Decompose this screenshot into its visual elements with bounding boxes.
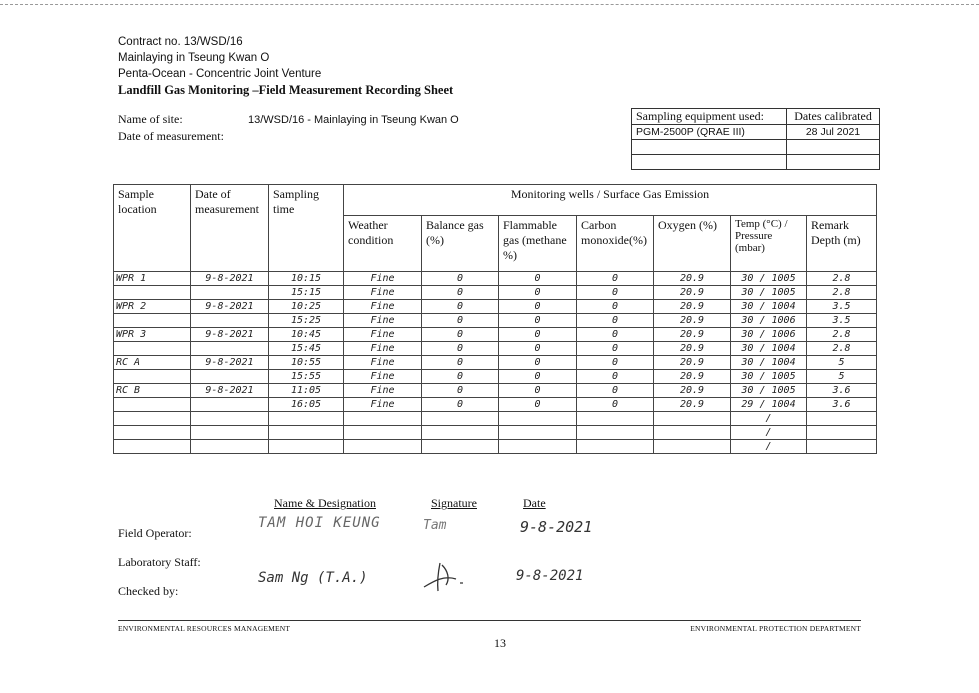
remark-depth-cell: 3.5: [807, 314, 877, 328]
carbon-monoxide-cell: 0: [577, 370, 654, 384]
equipment-table: [631, 108, 880, 170]
carbon-monoxide-cell: 0: [577, 300, 654, 314]
balance-gas-cell: 0: [422, 300, 499, 314]
sample-location-cell: RC A: [114, 356, 191, 370]
table-row: [114, 398, 877, 412]
temp-pressure-cell: 29 / 1004: [731, 398, 807, 412]
sample-location-cell: [114, 286, 191, 300]
weather-condition-cell: Fine: [344, 300, 422, 314]
sampling-time-header: Sampling time: [269, 185, 344, 272]
remark-depth-cell: [807, 440, 877, 454]
flammable-gas-header: Flammable gas (methane %): [499, 216, 577, 272]
checked-by-label: Checked by:: [118, 584, 179, 598]
date-header: Date: [523, 496, 546, 510]
balance-gas-cell: 0: [422, 370, 499, 384]
sampling-time-cell: [269, 440, 344, 454]
laboratory-staff-label: Laboratory Staff:: [118, 555, 201, 569]
weather-condition-cell: Fine: [344, 286, 422, 300]
weather-condition-cell: [344, 412, 422, 426]
balance-gas-cell: [422, 412, 499, 426]
weather-condition-cell: Fine: [344, 342, 422, 356]
monitoring-group-header: Monitoring wells / Surface Gas Emission: [344, 185, 877, 216]
balance-gas-cell: 0: [422, 342, 499, 356]
weather-condition-cell: Fine: [344, 314, 422, 328]
temp-pressure-cell: /: [731, 412, 807, 426]
balance-gas-header: Balance gas (%): [422, 216, 499, 272]
checked-by-signature: [420, 559, 470, 595]
oxygen-cell: [654, 426, 731, 440]
site-name-label: Name of site:: [118, 112, 183, 126]
remark-depth-cell: [807, 426, 877, 440]
flammable-gas-cell: [499, 440, 577, 454]
balance-gas-cell: 0: [422, 356, 499, 370]
project-name: Mainlaying in Tseung Kwan O: [118, 52, 270, 64]
equipment-row: [632, 155, 880, 170]
oxygen-cell: [654, 440, 731, 454]
sample-location-cell: [114, 398, 191, 412]
temp-pressure-cell: /: [731, 426, 807, 440]
temp-pressure-cell: 30 / 1005: [731, 384, 807, 398]
oxygen-cell: 20.9: [654, 272, 731, 286]
oxygen-cell: [654, 412, 731, 426]
temp-pressure-header: Temp (°C) / Pressure (mbar): [731, 216, 807, 272]
remark-depth-cell: 3.6: [807, 398, 877, 412]
remark-depth-cell: 5: [807, 370, 877, 384]
flammable-gas-cell: 0: [499, 272, 577, 286]
site-name-value: 13/WSD/16 - Mainlaying in Tseung Kwan O: [248, 114, 459, 126]
field-operator-label: Field Operator:: [118, 526, 192, 540]
measurement-date-cell: [191, 314, 269, 328]
sampling-time-cell: 15:45: [269, 342, 344, 356]
sample-location-cell: WPR 1: [114, 272, 191, 286]
oxygen-cell: 20.9: [654, 300, 731, 314]
weather-condition-cell: Fine: [344, 328, 422, 342]
temp-pressure-cell: 30 / 1006: [731, 328, 807, 342]
carbon-monoxide-cell: [577, 440, 654, 454]
temp-pressure-cell: 30 / 1005: [731, 272, 807, 286]
flammable-gas-cell: 0: [499, 384, 577, 398]
carbon-monoxide-cell: [577, 426, 654, 440]
oxygen-cell: 20.9: [654, 356, 731, 370]
sampling-time-cell: 15:15: [269, 286, 344, 300]
sample-location-cell: WPR 2: [114, 300, 191, 314]
oxygen-cell: 20.9: [654, 370, 731, 384]
monitoring-table: [113, 184, 877, 454]
sampling-time-cell: 10:15: [269, 272, 344, 286]
sample-location-cell: WPR 3: [114, 328, 191, 342]
calibrated-date: 28 Jul 2021: [787, 125, 880, 140]
carbon-monoxide-cell: [577, 412, 654, 426]
page-footer: [118, 620, 861, 633]
weather-condition-cell: [344, 426, 422, 440]
weather-condition-cell: Fine: [344, 398, 422, 412]
table-row: [114, 286, 877, 300]
sample-location-cell: [114, 342, 191, 356]
equipment-row: [632, 125, 880, 140]
flammable-gas-cell: [499, 426, 577, 440]
measurement-date-cell: [191, 342, 269, 356]
sample-location-cell: [114, 426, 191, 440]
sampling-time-cell: 11:05: [269, 384, 344, 398]
sample-location-cell: RC B: [114, 384, 191, 398]
balance-gas-cell: 0: [422, 328, 499, 342]
equipment-row: [632, 140, 880, 155]
weather-condition-cell: Fine: [344, 370, 422, 384]
balance-gas-cell: [422, 426, 499, 440]
weather-condition-cell: Fine: [344, 384, 422, 398]
name-designation-header: Name & Designation: [274, 496, 376, 510]
table-row: [114, 356, 877, 370]
oxygen-cell: 20.9: [654, 286, 731, 300]
oxygen-cell: 20.9: [654, 328, 731, 342]
field-operator-signature: Tam: [423, 518, 447, 533]
calibrated-header: Dates calibrated: [787, 109, 880, 125]
temp-pressure-cell: 30 / 1004: [731, 300, 807, 314]
sampling-time-cell: 15:25: [269, 314, 344, 328]
remark-depth-cell: 2.8: [807, 342, 877, 356]
checked-by-date: 9-8-2021: [516, 568, 584, 584]
carbon-monoxide-cell: 0: [577, 314, 654, 328]
carbon-monoxide-cell: 0: [577, 328, 654, 342]
equipment-header-row: [632, 109, 880, 125]
sampling-time-cell: [269, 426, 344, 440]
field-operator-date: 9-8-2021: [520, 518, 593, 536]
temp-pressure-cell: 30 / 1006: [731, 314, 807, 328]
flammable-gas-cell: 0: [499, 370, 577, 384]
date-of-measurement-header: Date of measurement: [191, 185, 269, 272]
carbon-monoxide-cell: 0: [577, 342, 654, 356]
measurement-date-cell: [191, 412, 269, 426]
document-title: Landfill Gas Monitoring –Field Measurement Recording Sheet: [118, 83, 454, 97]
remark-depth-cell: 3.5: [807, 300, 877, 314]
flammable-gas-cell: 0: [499, 314, 577, 328]
temp-pressure-cell: 30 / 1005: [731, 370, 807, 384]
header-row-1: [114, 185, 877, 216]
oxygen-cell: 20.9: [654, 342, 731, 356]
measurement-date-cell: [191, 370, 269, 384]
remark-depth-header: Remark Depth (m): [807, 216, 877, 272]
measurement-date-cell: 9-8-2021: [191, 384, 269, 398]
table-row: [114, 300, 877, 314]
table-row: [114, 342, 877, 356]
carbon-monoxide-header: Carbon monoxide(%): [577, 216, 654, 272]
balance-gas-cell: [422, 440, 499, 454]
remark-depth-cell: 5: [807, 356, 877, 370]
table-row: [114, 426, 877, 440]
weather-header: Weather condition: [344, 216, 422, 272]
equipment-header: Sampling equipment used:: [632, 109, 787, 125]
temp-pressure-cell: 30 / 1005: [731, 286, 807, 300]
carbon-monoxide-cell: 0: [577, 286, 654, 300]
calibrated-date: [787, 140, 880, 155]
oxygen-cell: 20.9: [654, 398, 731, 412]
table-row: [114, 272, 877, 286]
remark-depth-cell: 2.8: [807, 328, 877, 342]
flammable-gas-cell: 0: [499, 356, 577, 370]
temp-pressure-cell: /: [731, 440, 807, 454]
field-operator-name: TAM HOI KEUNG: [258, 515, 381, 531]
measurement-date-cell: 9-8-2021: [191, 328, 269, 342]
equipment-name: [632, 155, 787, 170]
sample-location-cell: [114, 370, 191, 384]
table-row: [114, 440, 877, 454]
weather-condition-cell: Fine: [344, 356, 422, 370]
flammable-gas-cell: [499, 412, 577, 426]
balance-gas-cell: 0: [422, 286, 499, 300]
contract-number: Contract no. 13/WSD/16: [118, 36, 243, 48]
sample-location-header: Sample location: [114, 185, 191, 272]
scan-top-edge: [0, 4, 979, 5]
equipment-name: [632, 140, 787, 155]
table-row: [114, 370, 877, 384]
table-row: [114, 314, 877, 328]
site-info: [118, 111, 459, 144]
oxygen-cell: 20.9: [654, 384, 731, 398]
remark-depth-cell: 2.8: [807, 286, 877, 300]
remark-depth-cell: [807, 412, 877, 426]
temp-pressure-cell: 30 / 1004: [731, 342, 807, 356]
sampling-time-cell: [269, 412, 344, 426]
sample-location-cell: [114, 440, 191, 454]
flammable-gas-cell: 0: [499, 398, 577, 412]
weather-condition-cell: [344, 440, 422, 454]
carbon-monoxide-cell: 0: [577, 272, 654, 286]
sample-location-cell: [114, 412, 191, 426]
calibrated-date: [787, 155, 880, 170]
measurement-date-cell: [191, 398, 269, 412]
measurement-date-cell: [191, 440, 269, 454]
carbon-monoxide-cell: 0: [577, 398, 654, 412]
flammable-gas-cell: 0: [499, 286, 577, 300]
table-row: [114, 328, 877, 342]
temp-pressure-cell: 30 / 1004: [731, 356, 807, 370]
table-row: [114, 412, 877, 426]
sampling-time-cell: 10:25: [269, 300, 344, 314]
balance-gas-cell: 0: [422, 398, 499, 412]
footer-right: ENVIRONMENTAL PROTECTION DEPARTMENT: [690, 624, 861, 633]
measurement-date-cell: 9-8-2021: [191, 300, 269, 314]
balance-gas-cell: 0: [422, 314, 499, 328]
oxygen-header: Oxygen (%): [654, 216, 731, 272]
balance-gas-cell: 0: [422, 384, 499, 398]
sampling-time-cell: 15:55: [269, 370, 344, 384]
sampling-time-cell: 10:55: [269, 356, 344, 370]
oxygen-cell: 20.9: [654, 314, 731, 328]
sampling-time-cell: 10:45: [269, 328, 344, 342]
carbon-monoxide-cell: 0: [577, 356, 654, 370]
signature-header: Signature: [431, 496, 477, 510]
contractor-name: Penta-Ocean - Concentric Joint Venture: [118, 68, 322, 80]
weather-condition-cell: Fine: [344, 272, 422, 286]
monitoring-rows: [114, 272, 877, 454]
measurement-date-cell: 9-8-2021: [191, 356, 269, 370]
footer-left: ENVIRONMENTAL RESOURCES MANAGEMENT: [118, 624, 291, 633]
measurement-date-label: Date of measurement:: [118, 129, 224, 143]
equipment-name: PGM-2500P (QRAE III): [632, 125, 787, 140]
signature-block: [118, 493, 638, 603]
table-row: [114, 384, 877, 398]
remark-depth-cell: 2.8: [807, 272, 877, 286]
flammable-gas-cell: 0: [499, 300, 577, 314]
measurement-date-cell: [191, 286, 269, 300]
document-header: [118, 34, 453, 98]
measurement-date-cell: 9-8-2021: [191, 272, 269, 286]
balance-gas-cell: 0: [422, 272, 499, 286]
checked-by-name: Sam Ng (T.A.): [258, 570, 368, 586]
measurement-date-cell: [191, 426, 269, 440]
sample-location-cell: [114, 314, 191, 328]
sampling-time-cell: 16:05: [269, 398, 344, 412]
flammable-gas-cell: 0: [499, 342, 577, 356]
remark-depth-cell: 3.6: [807, 384, 877, 398]
carbon-monoxide-cell: 0: [577, 384, 654, 398]
page-number: 13: [494, 636, 506, 650]
flammable-gas-cell: 0: [499, 328, 577, 342]
